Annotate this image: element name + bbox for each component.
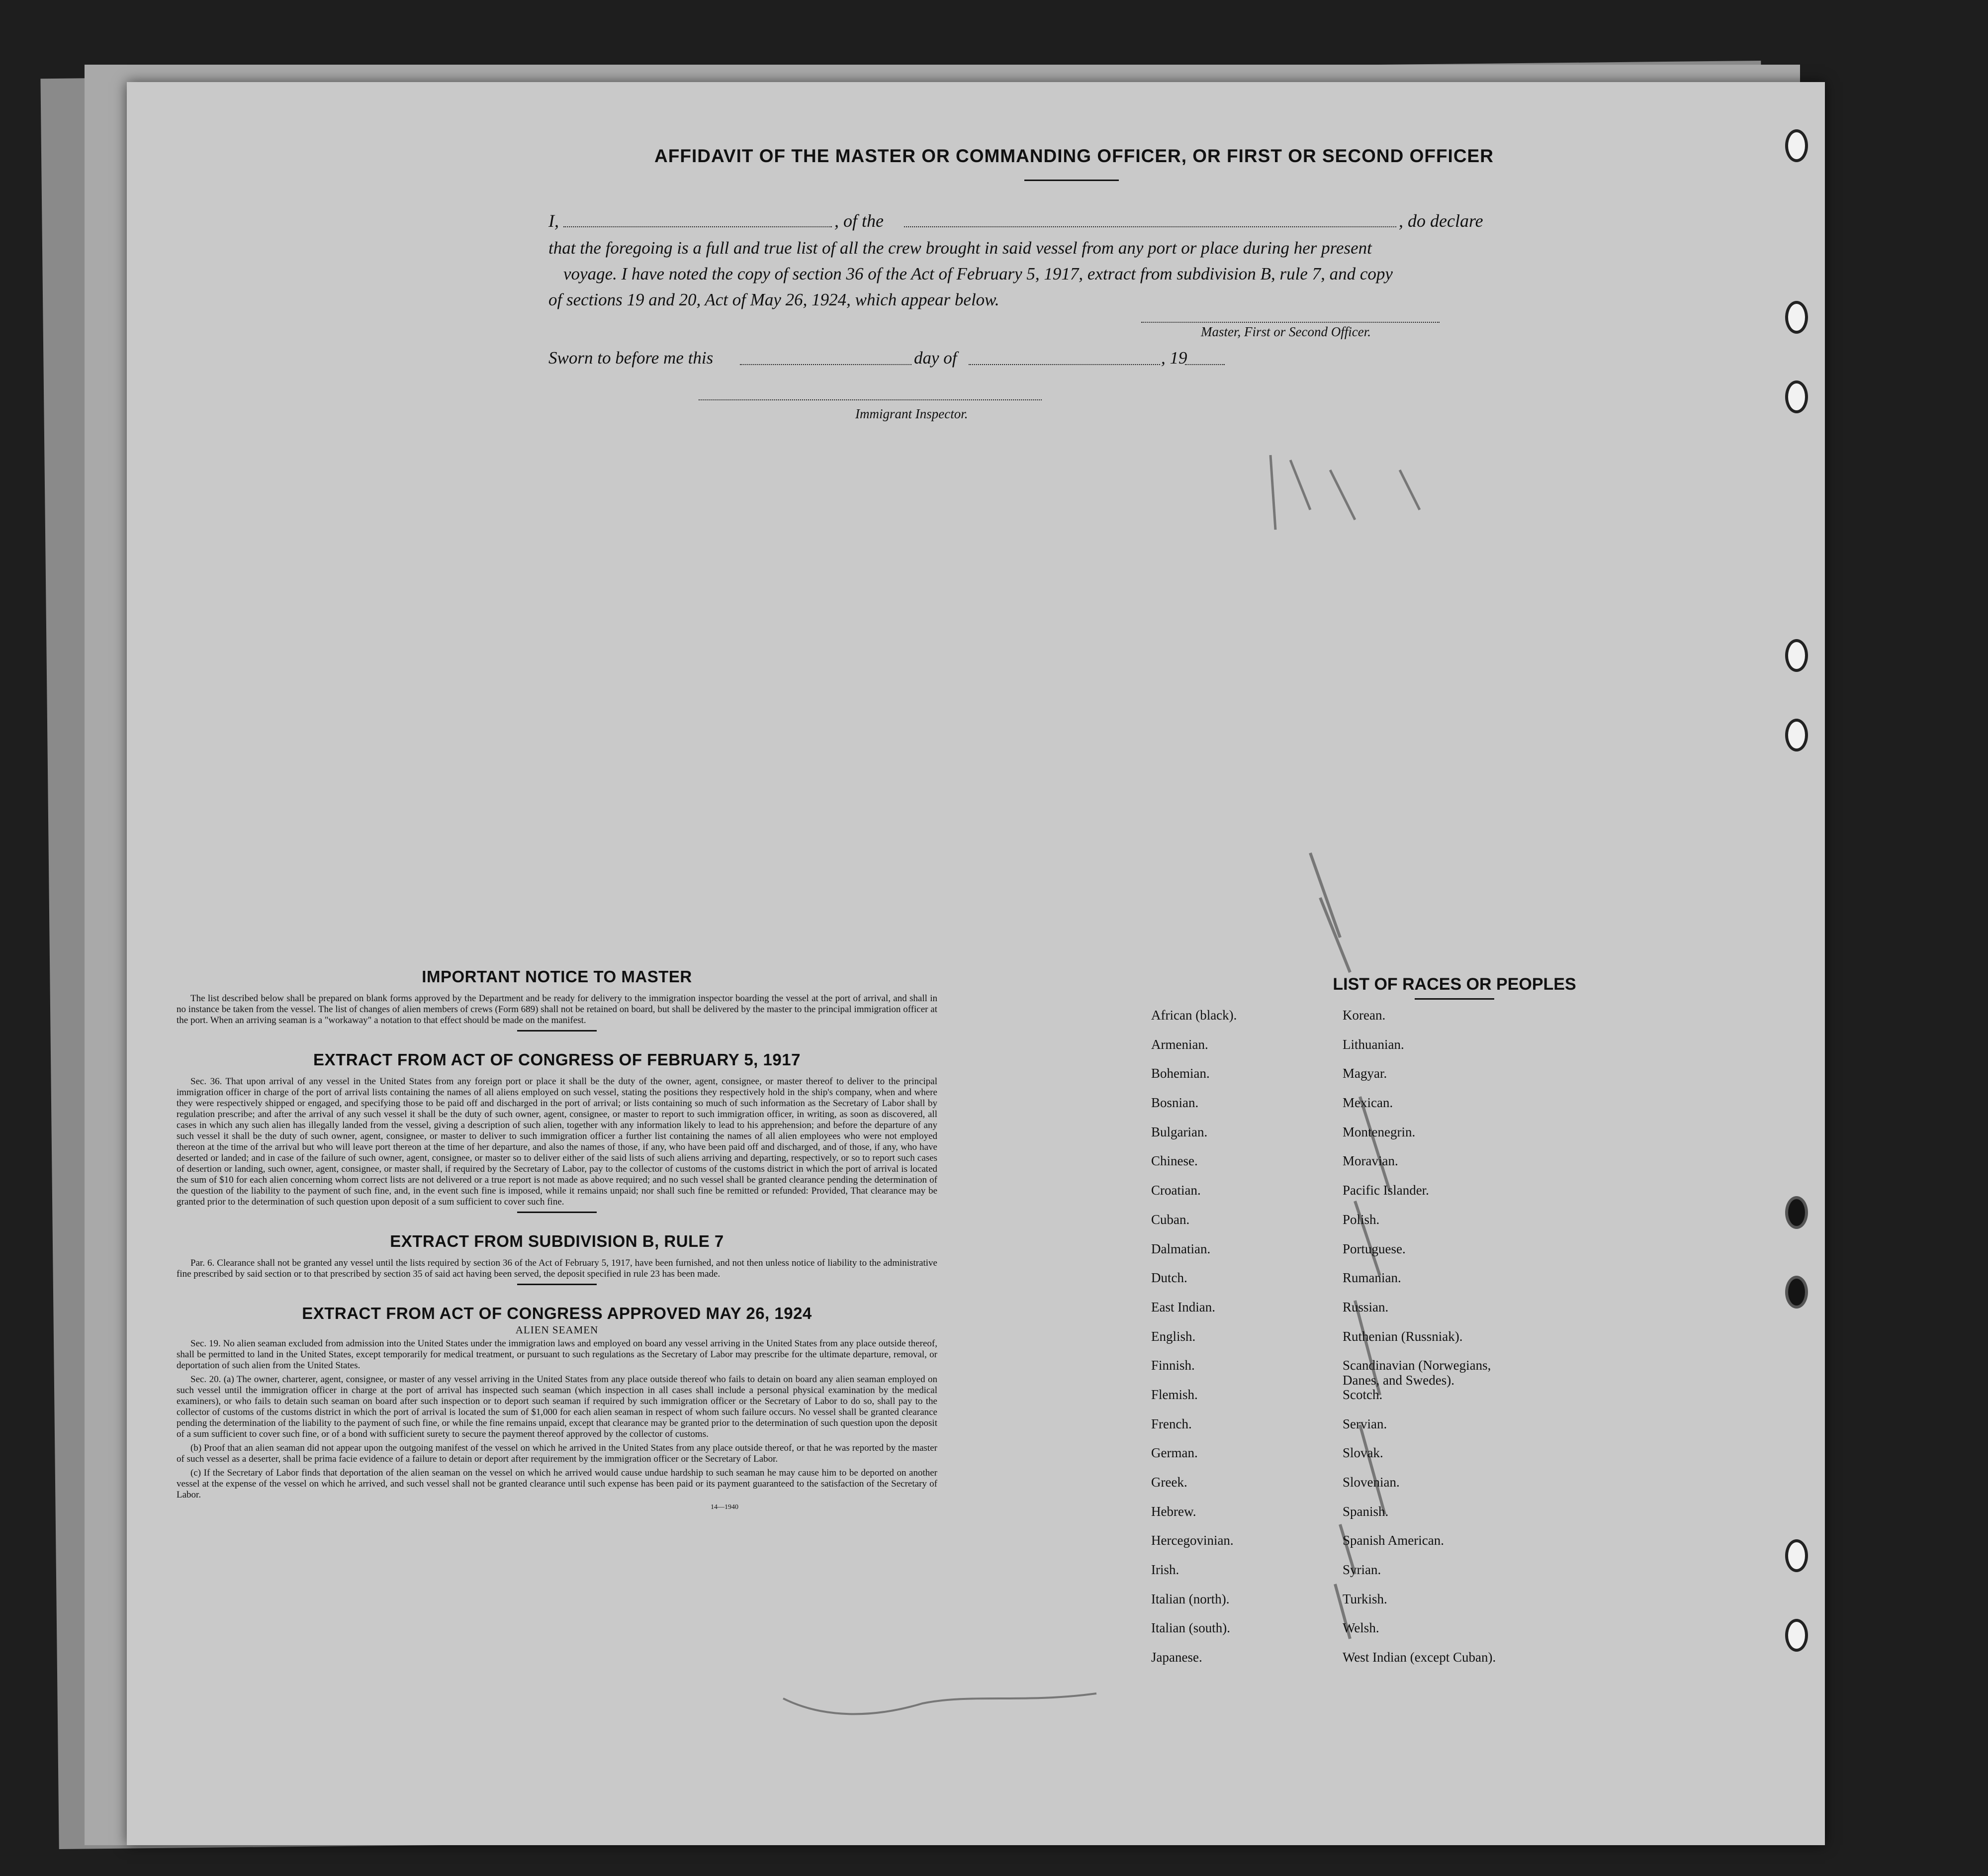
race-item: Italian (north).	[1151, 1591, 1230, 1606]
extract3-title: EXTRACT FROM ACT OF CONGRESS APPROVED MAY 26, 1924	[302, 1304, 812, 1322]
races-title: LIST OF RACES OR PEOPLES	[1333, 975, 1576, 994]
races-columns	[1136, 1008, 1773, 1665]
extract2-title: EXTRACT FROM SUBDIVISION B, RULE 7	[390, 1232, 724, 1250]
spacer	[177, 1218, 937, 1232]
extract3-sec20b: (b) Proof that an alien seaman did not appear upon the outgoing manifest of the vessel on which he arrived in the United States from any place outside thereof, or that he was reported by the master of such vessel as a deserter, shall be prima facie evidence of a failure to detain or deport after requirement by the immigration officer or the Secretary of Labor.	[177, 1443, 937, 1464]
race-item: Irish.	[1151, 1562, 1179, 1578]
notice-title: IMPORTANT NOTICE TO MASTER	[422, 967, 692, 986]
race-item: Welsh.	[1343, 1620, 1379, 1636]
race-item: Italian (south).	[1151, 1620, 1230, 1636]
race-item: Hercegovinian.	[1151, 1533, 1234, 1548]
race-item: Scotch.	[1343, 1387, 1383, 1402]
race-item: Spanish.	[1343, 1503, 1389, 1519]
extract1-text: Sec. 36. That upon arrival of any vessel in the United States from any foreign port or place it shall be the duty of the owner, agent, consignee, or master thereof to deliver to the principal immigration officer in charge of the port of arrival lists containing the names of all aliens employed on such vessel, stating the positions they respectively hold in the ship's company, when and where they were respectively shipped or engaged, and specifying those to be paid off and discharged in the port of arrival; or lists containing so much of such information as the Secretary of Labor shall by regulation prescribe; and after the arrival of any such vessel it shall be the duty of such owner, agent, consignee, or master to report to such immigration officer, in writing, as soon as discovered, all cases in which any such alien has illegally landed from the vessel, giving a description of such alien, together with any information likely to lead to his apprehension; and before the departure of any such vessel it shall be the duty of such owner, agent, consignee, or master to deliver to such immigration officer a further list containing the names of all alien employees who were not employed thereon at the time of the arrival but who will leave port thereon at the time of her departure, and also the names of those, if any, who have been paid off and discharged, and of those, if any, who have deserted or landed; and in case of the failure of such owner, agent, consignee, or master so to deliver either of the said lists of such aliens arriving and departing, respectively, or so to report such cases of desertion or landing, such owner, agent, consignee, or master shall, if required by the Secretary of Labor, pay to the collector of customs of the customs district in which the port of arrival is located the sum of $10 for each alien concerning whom correct lists are not delivered or a true report is not made as above required; and no such vessel shall be granted clearance pending the determination of the question of the liability to the payment of such fine, and, in the event such fine is imposed, while it remains unpaid; nor shall such fine be remitted or refunded: Provided, That clearance may be granted prior to the determination of such question upon deposit of a sum sufficient to cover such fine.	[177, 1076, 937, 1207]
race-item: Pacific Islander.	[1343, 1183, 1429, 1198]
affidavit-paragraph-line: voyage. I have noted the copy of section 36 of the Act of February 5, 1917, extract from subdivision B, rule 7, and copy	[563, 264, 1393, 283]
race-item: Syrian.	[1343, 1562, 1381, 1578]
section-rule	[517, 1212, 597, 1213]
race-item: Turkish.	[1343, 1591, 1387, 1606]
form-number: 14—1940	[711, 1503, 738, 1511]
affidavit-paragraph-line: that the foregoing is a full and true list of all the crew brought in said vessel from any port or place during her present	[548, 238, 1372, 258]
affidavit-i: I,	[548, 211, 559, 231]
sworn-text: Sworn to before me this	[548, 348, 714, 368]
extract2-text: Par. 6. Clearance shall not be granted any vessel until the lists required by section 36 of the Act of February 5, 1917, have been furnished, and not then unless notice of liability to the administrative fine prescribed by said section or to that prescribed by section 35 of said act having been served, the deposit specified in rule 23 has been made.	[177, 1258, 937, 1279]
races-section	[1136, 975, 1773, 1665]
race-item: Japanese.	[1151, 1650, 1202, 1665]
sworn-day-field[interactable]	[740, 349, 911, 365]
affidavit-of-the: , of the	[834, 211, 884, 231]
year-prefix: , 19	[1161, 348, 1187, 368]
race-item: Cuban.	[1151, 1212, 1190, 1227]
section-rule	[517, 1284, 597, 1285]
extract3-sec19: Sec. 19. No alien seaman excluded from admission into the United States under the immigration laws and employed on board any vessel arriving in the United States from any place outside thereof, shall be permitted to land in the United States, except temporarily for medical treatment, or pursuant to such regulations as the Secretary of Labor may prescribe for the ultimate departure, removal, or deportation of such alien from the United States.	[177, 1338, 937, 1371]
race-item: Servian.	[1343, 1416, 1387, 1431]
title-rule	[1024, 180, 1119, 181]
race-item: Slovenian.	[1343, 1475, 1400, 1490]
race-item: Ruthenian (Russniak).	[1343, 1328, 1463, 1344]
race-item: Chinese.	[1151, 1153, 1198, 1169]
race-item: French.	[1151, 1416, 1192, 1431]
race-item: Moravian.	[1343, 1153, 1398, 1169]
race-item: Flemish.	[1151, 1387, 1198, 1402]
race-item: Dutch.	[1151, 1270, 1187, 1286]
notice-text: The list described below shall be prepared on blank forms approved by the Department and be ready for delivery to the immigration inspector boarding the vessel at the port of arrival, and shall in no instance be taken from the vessel. The list of changes of alien members of crews (Form 689) shall not be retained on board, but shall be delivered by the master to the principal immigration officer at the port. When an arriving seaman is a "workaway" a notation to that effect should be made on the manifest.	[177, 993, 937, 1026]
vessel-field[interactable]	[904, 211, 1396, 227]
race-item: Bulgarian.	[1151, 1124, 1208, 1139]
race-item: Magyar.	[1343, 1066, 1387, 1081]
race-item: Croatian.	[1151, 1183, 1201, 1198]
race-item: Rumanian.	[1343, 1270, 1401, 1286]
sworn-year-field[interactable]	[1185, 349, 1225, 365]
race-item: Hebrew.	[1151, 1503, 1196, 1519]
races-left-column	[1151, 1008, 1237, 1679]
race-item: German.	[1151, 1445, 1198, 1461]
affidavit-paragraph	[548, 235, 1593, 313]
spacer	[177, 1036, 937, 1050]
inspector-caption: Immigrant Inspector.	[855, 406, 968, 421]
race-item: Dalmatian.	[1151, 1241, 1211, 1256]
affidavit-title: AFFIDAVIT OF THE MASTER OR COMMANDING OFFICER, OR FIRST OR SECOND OFFICER	[654, 146, 1494, 166]
extract3-subtitle: ALIEN SEAMEN	[515, 1324, 599, 1336]
race-item: Spanish American.	[1343, 1533, 1444, 1548]
inspector-signature-field[interactable]	[699, 390, 1042, 400]
race-item: Slovak.	[1343, 1445, 1383, 1461]
race-item: Russian.	[1343, 1299, 1389, 1314]
race-item: Armenian.	[1151, 1036, 1208, 1052]
section-rule	[1415, 998, 1494, 1000]
extract1-title: EXTRACT FROM ACT OF CONGRESS OF FEBRUARY 5, 1917	[313, 1050, 801, 1069]
spacer	[177, 1290, 937, 1304]
race-item: Greek.	[1151, 1475, 1187, 1490]
extract3-sec20c: (c) If the Secretary of Labor finds that deportation of the alien seaman on the vessel on which he arrived would cause undue hardship to such seaman he may cause him to be deported on another vessel at the expense of the vessel on which he arrived, and such vessel shall not be granted clearance until such expense has been paid or its payment guaranteed to the satisfaction of the Secretary of Labor.	[177, 1468, 937, 1500]
race-item: West Indian (except Cuban).	[1343, 1650, 1496, 1665]
races-right-column	[1343, 1008, 1496, 1679]
race-item: Polish.	[1343, 1212, 1380, 1227]
master-signature-field[interactable]	[1141, 312, 1440, 323]
race-item: Montenegrin.	[1343, 1124, 1416, 1139]
day-of-text: day of	[914, 348, 957, 368]
affidavit-declare: , do declare	[1399, 211, 1483, 231]
document-page	[127, 82, 1825, 1845]
notice-section	[177, 967, 937, 1511]
affidavit-paragraph-line: of sections 19 and 20, Act of May 26, 1924, which appear below.	[548, 290, 999, 309]
section-rule	[517, 1030, 597, 1032]
race-item: East Indian.	[1151, 1299, 1215, 1314]
race-item: Lithuanian.	[1343, 1036, 1404, 1052]
extract3-sec20a: Sec. 20. (a) The owner, charterer, agent, consignee, or master of any vessel arriving in the United States from any place outside thereof who fails to detain on board any alien seaman employed on such vessel until the immigration officer in charge at the port of arrival has inspected such seaman (which inspection in all cases shall include a personal physical examination by the medical examiners), or who fails to detain such seaman on board after such inspection or to deport such seaman if required by such immigration officer or the Secretary of Labor to do so, shall pay to the collector of customs of the customs district in which the port of arrival is located the sum of $1,000 for each alien seaman in respect of whom such failure occurs. No vessel shall be granted clearance pending the determination of the liability to the payment of such fine, or while the fine remains unpaid, except that clearance may be granted prior to the determination of such question upon the deposit of a sum sufficient to cover such fine, or of a bond with sufficient surety to secure the payment thereof approved by the collector of customs.	[177, 1374, 937, 1439]
race-item: Korean.	[1343, 1008, 1386, 1023]
race-item: Scandinavian (Norwegians, Danes, and Swedes).	[1343, 1358, 1491, 1388]
race-item: English.	[1151, 1328, 1196, 1344]
race-item: Portuguese.	[1343, 1241, 1406, 1256]
name-field[interactable]	[563, 211, 832, 227]
master-caption: Master, First or Second Officer.	[1201, 324, 1371, 339]
race-item: Bohemian.	[1151, 1066, 1210, 1081]
race-item: Finnish.	[1151, 1358, 1195, 1373]
race-item: Bosnian.	[1151, 1095, 1199, 1111]
sworn-month-field[interactable]	[969, 349, 1160, 365]
race-item: African (black).	[1151, 1008, 1237, 1023]
race-item: Mexican.	[1343, 1095, 1393, 1111]
